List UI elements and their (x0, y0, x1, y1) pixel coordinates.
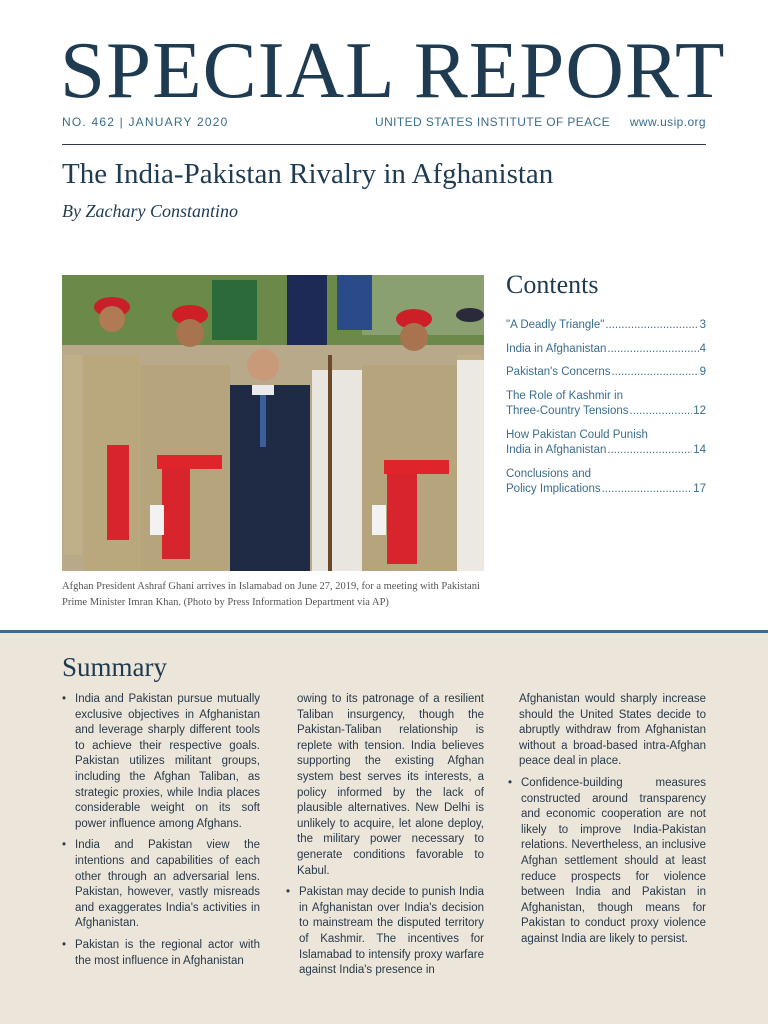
table-of-contents (506, 318, 706, 506)
toc-item-page: 17 (693, 483, 706, 495)
toc-item[interactable] (506, 365, 706, 381)
report-author: By Zachary Constantino (62, 201, 238, 221)
toc-leader (602, 482, 693, 498)
toc-item[interactable] (506, 389, 706, 420)
toc-item-page: 14 (693, 444, 706, 456)
toc-item[interactable] (506, 318, 706, 334)
summary-heading: Summary (62, 652, 167, 682)
summary-column-1 (62, 692, 260, 975)
toc-item-label-line2: Policy Implications (506, 483, 601, 495)
photo-caption: Afghan President Ashraf Ghani arrives in Islamabad on June 27, 2019, for a meeting with Pakistani Prime Minister Imran Khan. (Photo by Press Information Department via AP) (62, 581, 480, 608)
toc-item-page: 4 (699, 342, 706, 355)
toc-item-label: Pakistan's Concerns (506, 366, 611, 378)
institute-name: UNITED STATES INSTITUTE OF PEACE (375, 115, 611, 129)
summary-bullet: • Pakistan may decide to punish India in Afghanistan over India's decision to mainstream the disputed territory of Kashmir. The incentives for Islamabad to intensify proxy warfare against India's presence in (286, 885, 484, 979)
summary-bullet: • India and Pakistan pursue mutually exclusive objectives in Afghanistan and leverage sharply different tools to achieve their respective goals. Pakistan utilizes militant groups, including the Afghan Taliban, as strategic proxies, while India places considerable weight on its soft power influence among Afghans. (62, 692, 260, 832)
toc-item-label-line2: Three-Country Tensions (506, 405, 629, 417)
toc-leader (607, 443, 692, 459)
toc-item-label: "A Deadly Triangle" (506, 319, 605, 331)
toc-item-label: Conclusions and (506, 467, 592, 480)
summary-continuation: owing to its patronage of a resilient Taliban insurgency, though the Pakistan-Taliban relationship is replete with tension. India believes supporting the existing Afghan system best serves its interests, a policy informed by the lack of plausible alternatives. New Delhi is unlikely to acquire, let alone deploy, the military power necessary to generate conditions favorable to Kabul. (297, 693, 484, 877)
toc-item[interactable] (506, 342, 706, 358)
header-divider (62, 144, 706, 145)
toc-item[interactable] (506, 428, 706, 459)
toc-leader (605, 318, 698, 334)
toc-item[interactable] (506, 467, 706, 498)
summary-column-3 (508, 692, 706, 954)
issue-number: NO. 462 | JANUARY 2020 (62, 115, 229, 129)
summary-bullet: • Confidence-building measures constructed around transparency and economic cooperation are not likely to improve India-Pakistan relations. Nevertheless, an inclusive Afghan settlement should at least reduce prospects for violence between India and Pakistan in Afghanistan, though means for Pakistan to conduct proxy violence against India are likely to persist. (508, 776, 706, 948)
summary-bullet: • Pakistan is the regional actor with the most influence in Afghanistan (62, 938, 260, 969)
toc-leader (607, 342, 698, 358)
summary-bullet: • India and Pakistan view the intentions and capabilities of each other through an adversarial lens. Pakistan, however, vastly misreads and exaggerates India's activities in Afghanistan. (62, 838, 260, 932)
contents-heading: Contents (506, 270, 599, 299)
toc-item-page: 3 (699, 319, 706, 331)
toc-item-label-line2: India in Afghanistan (506, 444, 607, 456)
toc-item-label: The Role of Kashmir in (506, 389, 623, 402)
publisher-info (375, 115, 706, 129)
toc-item-label: How Pakistan Could Punish (506, 428, 648, 441)
toc-item-page: 9 (699, 366, 706, 378)
toc-leader (611, 365, 698, 381)
masthead: SPECIAL REPORT (60, 25, 726, 115)
toc-item-label: India in Afghanistan (506, 342, 607, 355)
toc-leader (630, 404, 693, 420)
summary-column-2 (286, 692, 484, 985)
report-title: The India-Pakistan Rivalry in Afghanistan (62, 158, 554, 190)
summary-continuation: Afghanistan would sharply increase should the United States decide to abruptly withdraw from Afghanistan without a broad-based intra-Afghan peace deal in place. (519, 693, 706, 768)
toc-item-page: 12 (693, 405, 706, 417)
cover-photo (62, 275, 484, 571)
website-link[interactable]: www.usip.org (629, 115, 706, 129)
